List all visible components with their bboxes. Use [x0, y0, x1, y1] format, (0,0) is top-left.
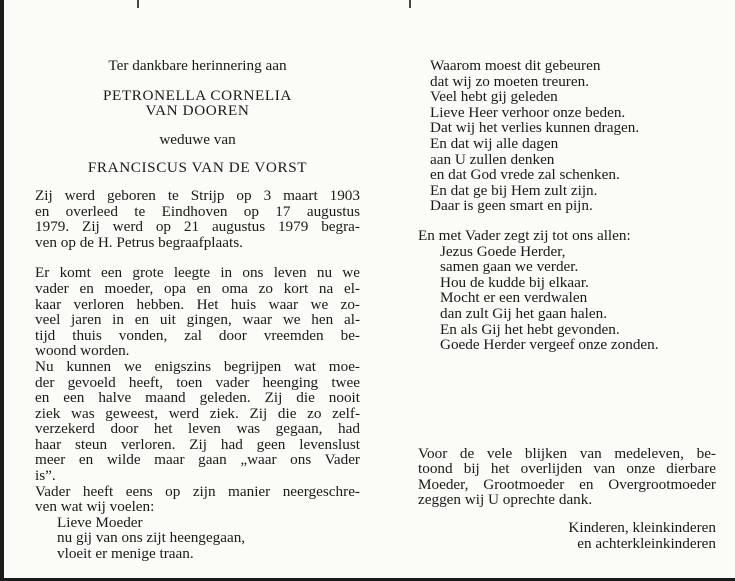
text-line: veel jaren in en uit gingen, waar we hen al- [35, 311, 360, 329]
verse-line: En als Gij het hebt gevonden. [440, 320, 620, 338]
text-line: kaar verloren hebben. Het huis waar we zo- [35, 295, 360, 313]
verse-line: Hou de kudde bij elkaar. [440, 273, 589, 291]
deceased-name [35, 88, 360, 119]
signature-line: en achterkleinkinderen [577, 534, 716, 552]
first-poem [418, 58, 716, 214]
text-line: vader en moeder, opa en oma zo kort na el- [35, 279, 360, 297]
verse-line: Goede Herder vergeef onze zonden. [440, 336, 659, 354]
verse-line: dan zult Gij het gaan halen. [440, 304, 608, 322]
left-panel [35, 58, 360, 562]
husband-name: FRANCISCUS VAN DE VORST [87, 159, 308, 177]
verse-line: nu gij van ons zijt heengegaan, [57, 529, 246, 547]
second-poem-intro: En met Vader zegt zij tot ons allen: [418, 226, 631, 244]
quoted-verse [35, 515, 360, 562]
text-line: der gevoeld heeft, toen vader heenging twee [35, 373, 360, 391]
verse-line: Veel hebt gij geleden [430, 88, 558, 106]
verse-line: En dat wij alle dagen [430, 134, 559, 152]
verse-line: Lieve Moeder [57, 513, 143, 531]
text-line: woond worden. [35, 342, 130, 360]
text-line: Er komt een grote leegte in ons leven nu we [35, 264, 360, 282]
verse-line: samen gaan we verder. [440, 258, 579, 276]
biography-paragraph [35, 188, 360, 250]
thanks-paragraph [418, 446, 716, 508]
reflection-paragraph [35, 265, 360, 515]
deceased-name-line2: VAN DOOREN [145, 102, 250, 120]
text-line: en een halve maand geleden. Zij die nooit [35, 389, 360, 407]
card-left-edge [0, 0, 4, 581]
text-line: Nu kunnen we enigszins begrijpen wat moe- [35, 357, 360, 375]
signature-block [418, 520, 716, 551]
text-line: Voor de vele blijken van medeleven, be- [418, 444, 716, 462]
text-line: meer en wilde maar gaan „waar ons Vader [35, 451, 360, 469]
text-line: toond bij het overlijden van onze dierbare [418, 460, 716, 478]
text-line: ven wat wij voelen: [35, 498, 155, 516]
crop-mark [137, 0, 139, 8]
second-poem [418, 244, 716, 353]
text-line: ziek was geweest, werd ziek. Zij die zo zelf- [35, 404, 360, 422]
text-line: verzekerd door het leven was gegaan, had [35, 420, 360, 438]
text-line: Vader heeft eens op zijn manier neergeschre- [35, 482, 360, 500]
verse-line: Mocht er een verdwalen [440, 289, 588, 307]
verse-line: Jezus Goede Herder, [440, 242, 566, 260]
text-line: ven op de H. Petrus begraafplaats. [35, 233, 243, 251]
text-line: en overleed te Eindhoven op 17 augustus [35, 202, 360, 220]
text-line: Zij werd geboren te Strijp op 3 maart 1903 [35, 186, 360, 204]
text-line: haar steun verloren. Zij had geen levenslust [35, 435, 360, 453]
text-line: zeggen wij U oprechte dank. [418, 491, 593, 509]
text-line: Moeder, Grootmoeder en Overgrootmoeder [418, 475, 716, 493]
verse-line: En dat ge bij Hem zult zijn. [430, 181, 598, 199]
crop-mark [409, 0, 411, 8]
text-line: tijd thuis vonden, zal door vreemden be- [35, 326, 360, 344]
text-line: 1979. Zij werd op 21 augustus 1979 begra- [35, 218, 360, 236]
verse-line: aan U zullen denken [430, 150, 555, 168]
verse-line: en dat God vrede zal schenken. [430, 166, 620, 184]
signature-line: Kinderen, kleinkinderen [568, 519, 716, 537]
deceased-name-line1: PETRONELLA CORNELIA [103, 86, 292, 104]
right-panel [418, 58, 716, 551]
verse-line: vloeit er menige traan. [57, 545, 194, 563]
verse-line: dat wij zo moeten treuren. [430, 72, 589, 90]
text-line: is”. [35, 467, 56, 485]
remembrance-heading: Ter dankbare herinnering aan [108, 57, 287, 74]
verse-line: Lieve Heer verhoor onze beden. [430, 103, 626, 121]
verse-line: Dat wij het verlies kunnen dragen. [430, 119, 640, 137]
verse-line: Waarom moest dit gebeuren [430, 57, 601, 74]
verse-line: Daar is geen smart en pijn. [430, 197, 593, 215]
widow-of-label: weduwe van [159, 130, 236, 148]
